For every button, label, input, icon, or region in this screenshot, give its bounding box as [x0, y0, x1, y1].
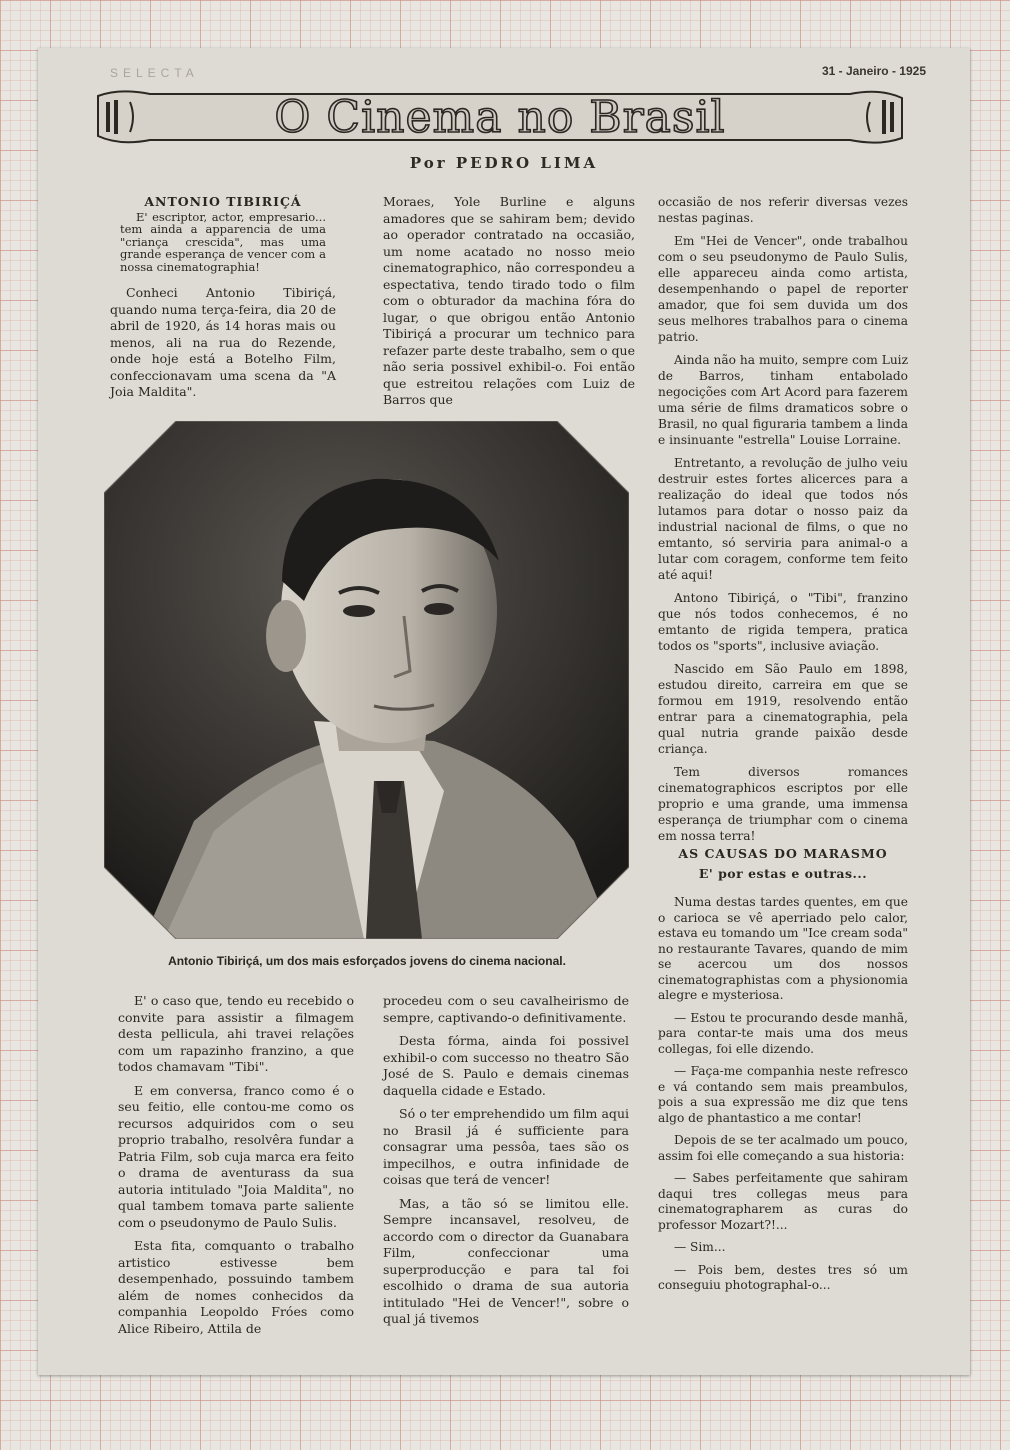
paragraph: Moraes, Yole Burline e alguns amadores que se sahiram bem; devido ao operador contratado na occasião, um nome acatado no nosso meio cinematographico, não correspondeu a espectativa, tendo tirado todo o film com o obturador da machina fóra do lugar, o que obrigou então Antonio Tibiriçá a procurar um technico para refazer parte deste trabalho, sem o que não seria possivel exhibil-o. Foi então que estreitou relações com Luiz de Barros que	[383, 194, 635, 407]
paragraph: Entretanto, a revolução de julho veiu destruir estes fortes alicerces para a realização do ideal que todos nós lutamos para dotar o nosso paiz da industrial nacional de films, o que no emtanto, só serviria para animal-o a lutar com coragem, conforme tem feito até aqui!	[658, 456, 908, 582]
paragraph: occasião de nos referir diversas vezes nestas paginas.	[658, 195, 908, 225]
paragraph: — Sim...	[674, 1240, 726, 1254]
paragraph: Tem diversos romances cinematographicos escriptos por elle proprio e uma grande, uma immensa esperança de triumphar com o cinema em nossa terra!	[658, 765, 908, 843]
paragraph: Numa destas tardes quentes, em que o carioca se vê aperriado pelo calor, estava eu tomando um "Ice cream soda" no restaurante Tavares, quando de mim se acercou um dos nossos cinematographistas com a physionomia alegre e mysteriosa.	[658, 895, 908, 1002]
paragraph: Antono Tibiriçá, o "Tibi", franzino que nós todos conhecemos, é no emtanto de rigida tempera, pratica todos os "sports", inclusive aviação.	[658, 591, 908, 653]
article-heading: ANTONIO TIBIRIÇÁ	[144, 194, 302, 209]
paragraph: Só o ter emprehendido um film aqui no Brasil já é sufficiente para consagrar uma pessôa, taes são os impecilhos, e outra infinidade de coisas que terá de vencer!	[383, 1106, 629, 1187]
article-lead: E' escriptor, actor, empresario... tem ainda a apparencia de uma "criança crescida", mas uma grande esperança de vencer com a nossa cinematographia!	[120, 209, 326, 274]
section-title: O Cinema no Brasil	[274, 92, 726, 143]
second-article	[658, 846, 908, 1301]
paragraph: Em "Hei de Vencer", onde trabalhou com o seu pseudonymo de Paulo Sulis, elle appareceu ainda como artista, desempenhando o papel de reporter amador, que foi sem duvida um dos seus melhores trabalhos para o cinema patrio.	[658, 234, 908, 344]
paragraph: — Pois bem, destes tres só um conseguiu photographal-o...	[658, 1262, 908, 1292]
paragraph: Nascido em São Paulo em 1898, estudou direito, carreira em que se formou em 1919, resolvendo então entrar para a cinematographia, pela qual nutria grande paixão desde criança.	[658, 662, 908, 756]
paragraph: E em conversa, franco como é o seu feitio, elle contou-me como os recursos adquiridos com o seu proprio trabalho, resolvêra fundar a Patria Film, sob cuja marca era feito o drama de aventurass da sua autoria intitulado "Joia Maldita", no qual tambem tomava parte saliente com o pseudonymo de Paulo Sulis.	[118, 1082, 354, 1230]
paragraph: E' o caso que, tendo eu recebido o convite para assistir a filmagem desta pellicula, ahi travei relações com um rapazinho franzino, a que todos chamavam "Tibi".	[118, 993, 354, 1074]
second-article-subheading: E' por estas e outras...	[698, 865, 868, 881]
portrait-photo	[104, 421, 629, 939]
magazine-page	[38, 48, 970, 1375]
byline: Por PEDRO LIMA	[409, 154, 599, 172]
paragraph: Desta fórma, ainda foi possivel exhibil-o com successo no theatro São José de S. Paulo e demais cinemas daquella cidade e Estado.	[383, 1033, 629, 1098]
photo-caption: Antonio Tibiriçá, um dos mais esforçados jovens do cinema nacional.	[168, 954, 566, 968]
paragraph: Esta fita, comquanto o trabalho artistico estivesse bem desempenhado, possuindo tambem além de nomes conhecidos da companhia Leopoldo Fróes como Alice Ribeiro, Attila de	[118, 1238, 354, 1336]
column-1-top	[110, 194, 336, 408]
paragraph: Depois de se ter acalmado um pouco, assim foi elle começando a sua historia:	[658, 1133, 908, 1163]
column-1-bottom	[118, 993, 354, 1344]
paragraph: Mas, a tão só se limitou elle. Sempre incansavel, resolveu, de accordo com o director da Guanabara Film, confeccionar uma superproducção e para tal foi escolhido o drama de sua autoria intitulado "Hei de Vencer!", sobre o qual já tivemos	[383, 1195, 629, 1326]
column-2-bottom	[383, 993, 629, 1335]
section-title-banner	[90, 86, 910, 148]
paragraph: — Sabes perfeitamente que sahiram daqui tres collegas meus para cinematographarem as curas do professor Mozart?!...	[658, 1171, 908, 1232]
paragraph: — Estou te procurando desde manhã, para contar-te mais uma dos meus collegas, foi elle dizendo.	[658, 1010, 908, 1056]
column-3	[658, 194, 908, 851]
paragraph: Ainda não ha muito, sempre com Luiz de Barros, tinham entabolado negocições com Art Acord para fazerem uma série de films dramaticos sobre o Brasil, no qual figuraria tambem a linda e insinuante "estrella" Louise Lorraine.	[658, 353, 908, 447]
paragraph: procedeu com o seu cavalheirismo de sempre, captivando-o definitivamente.	[383, 993, 629, 1025]
second-article-heading: AS CAUSAS DO MARASMO	[678, 846, 888, 861]
magazine-name: SELECTA	[110, 66, 199, 80]
column-2-top	[383, 194, 635, 416]
paragraph: Conheci Antonio Tibiriçá, quando numa terça-feira, dia 20 de abril de 1920, ás 14 horas mais ou menos, ali na rua do Rezende, onde hoje está a Botelho Film, confeccionavam uma scena da "A Joia Maldita".	[110, 285, 336, 399]
paragraph: — Faça-me companhia neste refresco e vá contando sem mais preambulos, pois a sua expressão me diz que tens algo de phantastico a me contar!	[658, 1064, 908, 1125]
issue-date: 31 - Janeiro - 1925	[821, 64, 926, 78]
